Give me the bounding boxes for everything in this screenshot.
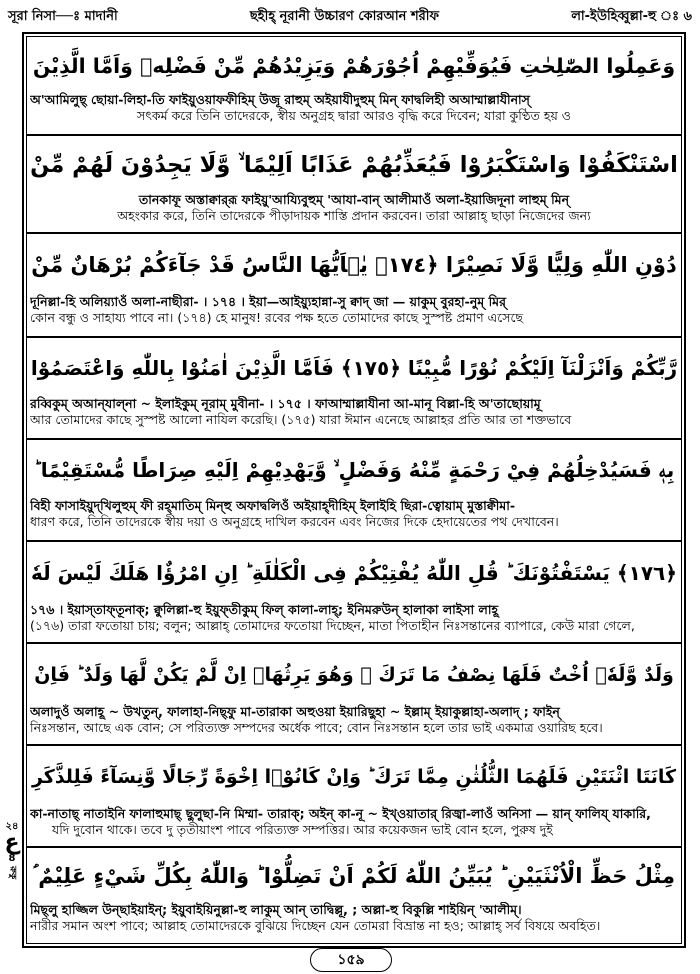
arabic-line: ﴿١٧٦﴾ يَسْتَفْتُوْنَكَ ؕ قُلِ اللّٰهُ يُفْتِيْكُمْ فِى الْكَلٰلَةِ ؕ اِنِ امْرُؤٌا هَلَكَ لَيْسَ لَهٗ	[31, 561, 677, 585]
meaning-line: কোন বন্ধু ও সাহায্য পাবে না। (১৭৪) হে মানুষ! রবের পক্ষ হতে তোমাদের কাছে সুস্পষ্ট প্রমাণ এসেছে	[30, 309, 524, 325]
arabic-line: رَّبِّكُمْ وَاَنْزَلْنَآ اِلَيْكُمْ نُوْرًا مُّبِيْنًا ﴿١٧٥﴾ فَاَمَّا الَّذِيْنَ اٰمَنُوْا بِاللّٰهِ وَاعْتَصَمُوْا	[30, 356, 678, 380]
meaning-line: নারীর সমান অংশ পাবে; আল্লাহ তোমাদেরকে বুঝিয়ে দিচ্ছেন যেন তোমরা বিভ্রান্ত না হও; আল্লাহ্ সর্ব বিষয়ে অবহিত।	[30, 917, 601, 933]
arabic-line: بِهٖ فَسَيُدْخِلُهُمْ فِيْ رَحْمَةٍ مِّنْهُ وَفَضْلٍ ۙ وَّيَهْدِيْهِمْ اِلَيْهِ صِرَاطًا مُّسْتَقِيْمًا ؕ	[33, 458, 675, 482]
page-header	[8, 4, 692, 30]
meaning-line: যদি দুবোন থাকে। তবে দু তৃতীয়াংশ পাবে পরিত্যক্ত সম্পত্তির। আর কয়েকজন ভাই বোন হলে, পুরুষ দুই	[52, 821, 553, 837]
block-divider	[26, 134, 682, 136]
meaning-line: নিঃসন্তান, আছে এক বোন; সে পরিত্যক্ত সম্পদের অর্ধেক পাবে; বোন নিঃসন্তান হলে তার ভাই একমাত্র ওয়ারিছ হবে।	[30, 719, 603, 735]
verse-block	[30, 544, 678, 633]
para-name: লা-ইউহিব্বুল্লা-হু ঃ ৬	[571, 8, 692, 24]
block-divider	[26, 336, 682, 338]
meaning-line: ধারণ করে, তিনি তাদেরকে স্বীয় দয়া ও অনুগ্রহে দাখিল করবেন এবং নিজের দিকে হেদায়েতের পথ দেখাবেন।	[30, 513, 559, 529]
verse-block	[30, 340, 678, 427]
ruku-label: রুকু	[7, 866, 18, 880]
verse-block	[30, 850, 678, 933]
arabic-line: مِثْلُ حَظِّ الْاُنْثَيَيْنِ ؕ يُبَيِّنُ اللّٰهُ لَكُمْ اَنْ تَضِلُّوْا ؕ وَاللّٰهُ بِكُلِّ شَيْءٍ عَلِيْمٌ ؑ	[33, 864, 675, 888]
block-divider	[26, 744, 682, 746]
transliteration-line: ১৭৬ । ইয়াস্‌তাফ্‌তূনাক্; ক্বুলিল্লা-হু ইয়ুফ্‌তীকুম্ ফিল্ কালা-লাহ্; ইনিমরুউন্ হালাকা লাইসা লাহূ	[30, 602, 499, 617]
verse-block	[30, 138, 678, 223]
arabic-line: وَلَدٌ وَّلَهٗۤ اُخْتٌ فَلَهَا نِصْفُ مَا تَرَكَ ۚ وَهُوَ يَرِثُهَاۤ اِنْ لَّمْ يَكُنْ لَّهَا وَلَدٌ ؕ فَاِنْ	[34, 664, 674, 686]
transliteration-line: মিছ্‌লু হাজ্জিল উন্‌ছাইয়াইন্; ইয়ুবাইয়িনুল্লা-হু লাকুম্ আন্ তাদ্বিল্লূ, ; অল্লা-হু বিকুল্লি শাইয়িন্ 'আলীম্।	[30, 902, 522, 917]
arabic-line: دُوْنِ اللّٰهِ وَلِيًّا وَّلَا نَصِيْرًا ﴿١٧٤﴾ يٰۤاَيُّهَا النَّاسُ قَدْ جَآءَكُمْ بُرْهَانٌ مِّنْ	[31, 253, 677, 277]
verse-block	[30, 646, 678, 735]
verse-block	[30, 748, 678, 837]
surah-name: সূরা নিসা—ঃ মাদানী	[8, 8, 118, 24]
transliteration-line: তানকাফূ অস্তাক্বার্‌রূ ফাইয়ু'আয্যিবুহুম্ 'আযা-বান্ আলীমাওঁ অলা-ইয়াজিদূনা লাহুম্ মিন্	[138, 192, 570, 207]
arabic-line: اسْتَنْكَفُوْا وَاسْتَكْبَرُوْا فَيُعَذِّبُهُمْ عَذَابًا اَلِيْمًا ۙ وَّلَا يَجِدُوْنَ لَهُمْ مِّنْ	[30, 152, 678, 178]
ruku-number-top: ২৪	[5, 821, 19, 832]
transliteration-line: দূনিল্লা-হি অলিয়্যাওঁ অলা-নাছীরা- । ১৭৪ । ইয়া—আইয়্যুহান্না-সু ক্বাদ্ জা — য়াকুম্ বুরহা-নুম্ মির্	[30, 294, 506, 309]
block-divider	[26, 540, 682, 542]
meaning-line: (১৭৬) তারা ফতোয়া চায়; বলুন; আল্লাহ্ তোমাদের ফতোয়া দিচ্ছেন, মাতা পিতাহীন নিঃসন্তানের ব্যাপারে, কেউ মারা গেলে,	[30, 617, 635, 633]
transliteration-line: অ'আমিলুছ্ ছোয়া-লিহা-তি ফাইয়ুওয়াফফীহিম্ উজূ রাহুম্ অইয়াযীদুহুম্ মিন্ ফাদ্বলিহী অআম্মাল্লাযীনাস্	[30, 92, 530, 107]
transliteration-line: রব্বিকুম্ অআন্‌যাল্‌না ~ ইলাইকুম্ নূরাম্ মুবীনা- । ১৭৫ । ফাআম্মাল্লাযীনা আ-মানূ বিল্লা-হি অ'তাছোয়ামূ	[30, 396, 541, 411]
block-divider	[26, 642, 682, 644]
block-divider	[26, 846, 682, 848]
ruku-marker	[2, 822, 22, 879]
arabic-line: وَعَمِلُوا الصّٰلِحٰتِ فَيُوَفِّيْهِمْ اُجُوْرَهُمْ وَيَزِيْدُهُمْ مِّنْ فَضْلِهٖ وَاَمَّا الَّذِيْنَ	[32, 54, 676, 78]
meaning-line: আর তোমাদের কাছে সুস্পষ্ট আলো নাযিল করেছি। (১৭৫) যারা ঈমান এনেছে আল্লাহর প্রতি আর তা শক্তভাবে	[30, 411, 572, 427]
transliteration-line: কা-নাতাছ্ নাতাইনি ফালাহুমাছ্ ছুলুছা-নি মিম্মা- তারাক্; অইন্ কা-নূ ~ ইখ্‌ওয়াতার্ রিজ্বা-লাওঁ অনিসা — য়ান্ ফালিয্ যাকারি,	[30, 806, 651, 821]
verse-block	[30, 40, 678, 123]
meaning-line: অহংকার করে, তিনি তাদেরকে পীড়াদায়ক শাস্তি প্রদান করবেন। তারা আল্লাহ্ ছাড়া নিজেদের জন্য	[117, 207, 591, 223]
meaning-line: সৎকর্ম করে তিনি তাদেরকে, স্বীয় অনুগ্রহ দ্বারা আরও বৃদ্ধি করে দিবেন; যারা কুণ্ঠিত হয় ও	[136, 107, 572, 123]
transliteration-line: বিহী ফাসাইয়ুদ্‌খিলুহুম্ ফী রহ্‌মাতিম্ মিন্‌হু অফাদ্বলিওঁ অইয়াহ্‌দীহিম্ ইলাইহি ছিরা-ত্বোয়াম্ মুস্তাক্বীমা-	[30, 498, 516, 513]
block-divider	[26, 438, 682, 440]
transliteration-line: অলাদুওঁ অলাহূ ~ উখতুন্, ফালাহা-নিছ্‌ফু মা-তারাকা অহুওয়া ইয়ারিছুহা ~ ইল্লাম্ ইয়াকুল্লাহা-অলাদ্ ; ফাইন্	[30, 704, 560, 719]
arabic-line: كَانَتَا اثْنَتَيْنِ فَلَهُمَا الثُّلُثٰنِ مِمَّا تَرَكَ ؕ وَاِنْ كَانُوْۤا اِخْوَةً رِّجَالًا وَّنِسَآءً فَلِلذَّكَرِ	[31, 766, 677, 788]
verse-block	[30, 236, 678, 325]
page-number: ১৫৯	[310, 948, 392, 972]
ruku-number-bottom: 8	[8, 853, 16, 864]
block-divider	[26, 232, 682, 234]
verse-block	[30, 442, 678, 529]
ruku-ayn-glyph: ع	[4, 830, 20, 855]
book-title: ছহীহ্ নূরানী উচ্চারণ কোরআন শরীফ	[249, 8, 440, 24]
